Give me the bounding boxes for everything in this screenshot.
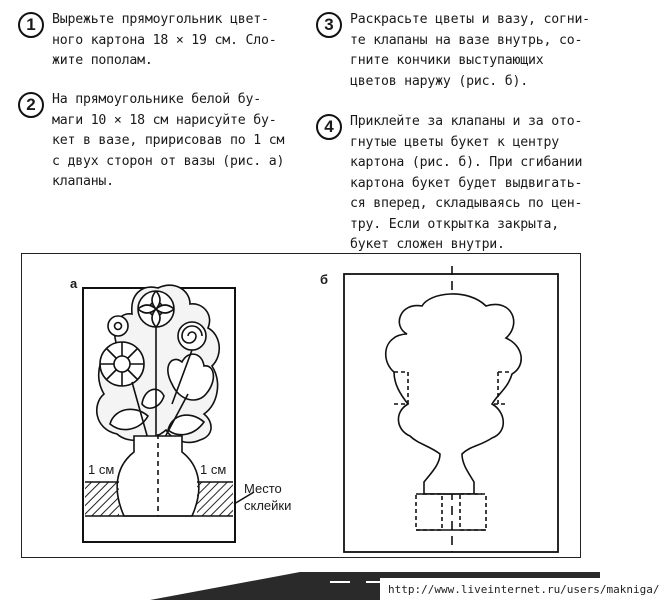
step-text-2: На прямоугольнике белой бу- маги 10 × 18 см нарисуйте бу- кет в вазе, пририсовав по 1 см с двух сторон от вазы (рис. а) клапаны. [52, 92, 285, 189]
vase-tab-left [416, 494, 442, 530]
vase-tab-right [460, 494, 486, 530]
step-number-3: 3 [316, 12, 342, 38]
small-flower-left [108, 316, 128, 336]
right-flap-label: 1 см [200, 462, 227, 477]
step-text-1: Вырежьте прямоугольник цвет- ного картона 18 × 19 см. Сло- жите пополам. [52, 12, 277, 68]
top-flower [138, 291, 174, 327]
left-flap-label: 1 см [88, 462, 115, 477]
figure-a-label: а [70, 276, 78, 291]
step-number-2: 2 [18, 92, 44, 118]
illustration-panel [21, 253, 581, 558]
left-flap [85, 482, 119, 516]
step-text-4: Приклейте за клапаны и за ото- гнутые цветы букет к центру картона (рис. б). При сгибании картона букет будет выдвигать- ся вперед, складываясь по цен- тру. Если открытка закрыта, букет сложен внутри. [350, 114, 583, 252]
glue-place-label: Место склейки [244, 481, 292, 513]
figure-b-label: б [320, 272, 329, 287]
rose-flower [178, 322, 206, 350]
footer-url: http://www.liveinternet.ru/users/makniga/ [388, 583, 660, 596]
right-flap [197, 482, 233, 516]
illustration-drawing [22, 254, 582, 559]
step-number-4: 4 [316, 114, 342, 140]
bouquet-cutout [386, 294, 521, 494]
step-text-3: Раскрасьте цветы и вазу, согни- те клапаны на вазе внутрь, со- гните кончики выступающих цветов наружу (рис. б). [350, 12, 590, 89]
step-number-1: 1 [18, 12, 44, 38]
figure-a [83, 285, 254, 542]
figure-b [344, 266, 558, 552]
daisy-flower [100, 342, 144, 386]
